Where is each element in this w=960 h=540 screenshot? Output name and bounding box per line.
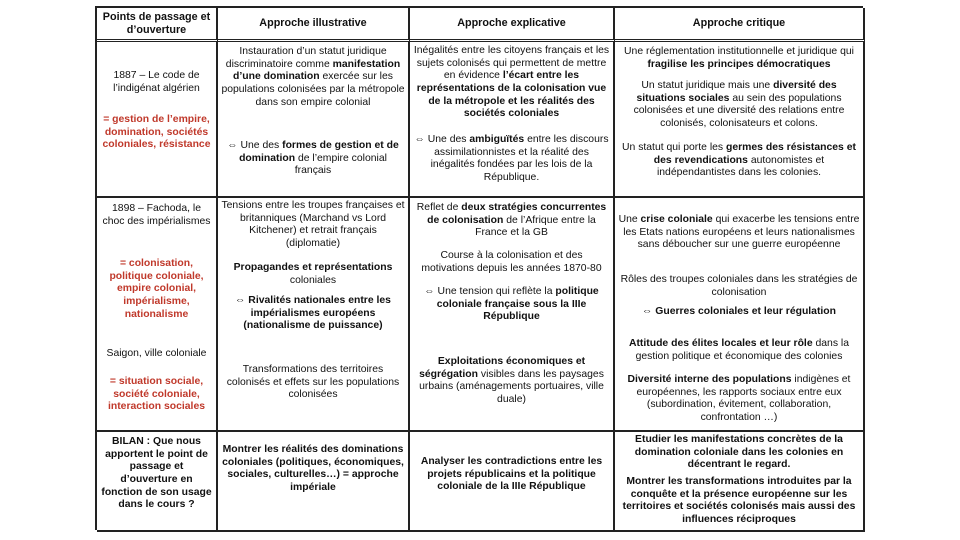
text-strong: ⇔ Rivalités nationales entre les impérialismes européens (nationalisme de puissance)	[235, 295, 391, 332]
header-passage	[97, 8, 218, 42]
text-run: qui exacerbe les tensions entre les Etats nations européens et leurs nationalismes sans déboucher sur une guerre européenne	[623, 214, 860, 251]
text-strong: ambiguïtés	[469, 134, 525, 145]
text-strong: germes des résistances et des revendications	[653, 142, 856, 166]
row2-explicative-p4	[413, 356, 610, 407]
text-run: Inégalités entre les citoyens français et les sujets colonisés qui permettent de mettre en évidence	[413, 45, 610, 82]
text-run: Rôles des troupes coloniales dans les stratégies de colonisation	[620, 274, 858, 298]
text-strong: crise coloniale	[640, 214, 713, 225]
row2-event2: Saigon, ville coloniale	[106, 348, 207, 359]
text-strong: Propagandes et représentations	[233, 262, 393, 273]
bilan-critique-2: Montrer les transformations introduites par la conquête et la présence européenne sur les territoires et sociétés colonisés mais aussi des influences réciproques	[622, 476, 856, 526]
text-run: Une réglementation institutionnelle et juridique qui	[624, 46, 854, 57]
bilan-explicative: Analyser les contradictions entre les projets républicains et la politique coloniale de la IIIe République	[420, 456, 603, 493]
text-run: visibles dans les paysages urbains (aménagements portuaires, ville duale)	[419, 368, 604, 406]
row1-illustrative-p1	[221, 46, 405, 109]
text-run: Reflet de	[416, 202, 462, 213]
text-run: Transformations des territoires colonisés et effets sur les populations colonisées	[226, 364, 400, 401]
text-strong: l’écart entre les représentations de la colonisation vue de la métropole et les réalités des sociétés coloniales	[416, 70, 607, 120]
row2-critique-p5	[618, 374, 860, 425]
text-run: Une	[618, 214, 641, 225]
text-strong: politique coloniale française sous la IIIe République	[436, 286, 599, 323]
row2-themes: = colonisation, politique coloniale, empire colonial, impérialisme, nationalisme	[109, 258, 204, 320]
header-passage-label: Points de passage et d’ouverture	[102, 11, 211, 37]
header-explicative	[410, 8, 615, 42]
text-run: Course à la colonisation et des motivations depuis les années 1870-80	[421, 250, 602, 274]
row2-critique-p1	[618, 214, 860, 252]
row1-explicative	[410, 42, 615, 198]
text-run: de l’Afrique entre la France et la GB	[475, 214, 596, 239]
row2-explicative-p1	[413, 202, 610, 240]
text-strong: Exploitations économiques et ségrégation	[419, 356, 586, 380]
bilan-illustrative-cell	[218, 432, 410, 532]
row2-critique-p2	[618, 274, 860, 299]
text-strong: manifestation d’une domination	[233, 58, 401, 83]
row1-passage	[97, 42, 218, 198]
row2-event: 1898 – Fachoda, le choc des impérialismes	[102, 203, 211, 227]
text-run: exercée sur les populations colonisées par la métropole dans son empire colonial	[221, 71, 405, 108]
row1-critique-p3	[618, 142, 860, 180]
row2-themes2: = situation sociale, société coloniale, interaction sociales	[107, 376, 206, 413]
text-run: de l’empire colonial français	[294, 152, 387, 177]
row1-themes: = gestion de l’empire, domination, sociétés coloniales, résistance	[102, 114, 211, 151]
row2-critique-p3	[618, 306, 860, 319]
row2-explicative-p3	[413, 286, 610, 324]
bilan-illustrative: Montrer les réalités des dominations coloniales (politiques, économiques, sociales, culturelles…) = approche impériale	[222, 444, 404, 494]
row2-explicative-p2	[413, 250, 610, 275]
text-run: ⇔ Une des	[414, 134, 470, 145]
row1-explicative-p2	[413, 134, 610, 185]
text-run: Un statut juridique mais une	[641, 80, 774, 91]
row1-critique-p1	[618, 46, 860, 71]
comparison-table	[95, 6, 863, 530]
row1-explicative-p1	[413, 45, 610, 121]
row2-illustrative-p3	[221, 295, 405, 333]
text-run: indigènes et européennes, les rapports sociaux entre eux (subordination, évitement, collaboration, confrontation …)	[636, 374, 851, 424]
row1-critique	[615, 42, 865, 198]
row2-critique-p4	[618, 338, 860, 363]
text-strong: diversité des situations sociales	[636, 80, 837, 104]
row2-illustrative-p2	[221, 262, 405, 287]
bilan-critique-cell	[615, 432, 865, 532]
text-run: ⇔ Une des	[227, 140, 283, 151]
text-run: autonomistes et indépendantistes dans les colonies.	[656, 154, 825, 179]
text-strong: fragilise les principes démocratiques	[647, 58, 831, 70]
bilan-question: BILAN : Que nous apportent le point de passage et d’ouverture en fonction de son usage dans le cours ?	[101, 436, 212, 511]
row2-illustrative-p4	[221, 364, 405, 402]
text-run: Instauration d’un statut juridique discriminatoire comme	[225, 46, 387, 70]
row1-illustrative-p2	[221, 140, 405, 178]
header-illustrative	[218, 8, 410, 42]
bilan-explicative-cell	[410, 432, 615, 532]
header-critique-label: Approche critique	[692, 17, 786, 29]
bilan-question-cell	[97, 432, 218, 532]
row1-illustrative	[218, 42, 410, 198]
header-explicative-label: Approche explicative	[457, 17, 566, 29]
text-run: dans la gestion politique et économique des colonies	[635, 338, 850, 362]
text-strong: Diversité interne des populations	[627, 374, 792, 385]
text-run: ⇔ Une tension qui reflète la	[424, 286, 556, 297]
text-strong: deux stratégies concurrentes de colonisation	[427, 202, 607, 226]
text-run: entre les discours assimilationnistes et la réalité des inégalités fondées par les lois de la République.	[430, 134, 609, 184]
text-strong: ⇔ Guerres coloniales et leur régulation	[641, 306, 836, 317]
header-illustrative-label: Approche illustrative	[259, 17, 367, 29]
bilan-critique-1: Etudier les manifestations concrètes de la domination coloniale dans les colonies en décentrant le regard.	[634, 434, 844, 471]
text-run: au sein des populations colonisées et une diversité des relations entre colonisés, colonisateurs et colons.	[633, 92, 845, 130]
text-run: Un statut qui porte les	[622, 142, 726, 153]
row2-explicative	[410, 198, 615, 432]
row2-critique	[615, 198, 865, 432]
text-strong: Attitude des élites locales et leur rôle	[628, 338, 813, 349]
row1-event: 1887 – Le code de l’indigénat algérien	[113, 70, 200, 94]
text-strong: formes de gestion et de domination	[239, 140, 399, 164]
text-run: Tensions entre les troupes françaises et britanniques (Marchand vs Lord Kitchener) et retrait français (diplomatie)	[221, 200, 405, 250]
row2-illustrative	[218, 198, 410, 432]
header-critique	[615, 8, 865, 42]
row2-passage	[97, 198, 218, 432]
text-run: coloniales	[289, 274, 337, 286]
row1-critique-p2	[618, 80, 860, 131]
row2-illustrative-p1	[221, 200, 405, 251]
